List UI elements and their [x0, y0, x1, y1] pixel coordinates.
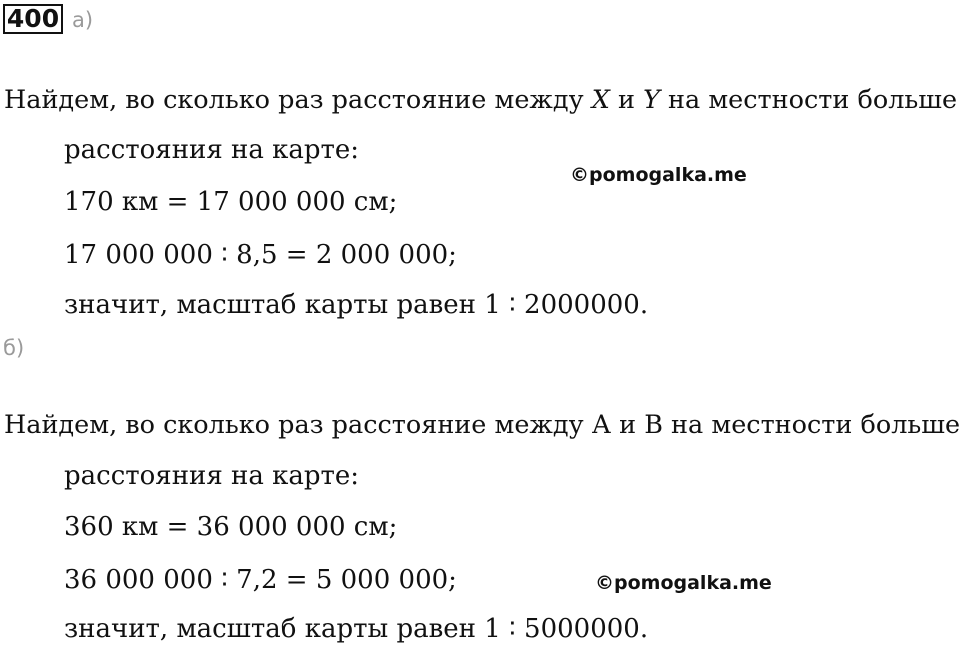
conjunction: и: [617, 85, 635, 115]
part-b-label: б): [3, 336, 25, 360]
part-b-line-4: 36 000 000 ∶ 7,2 = 5 000 000;: [64, 565, 457, 595]
variable-x: X: [591, 85, 610, 115]
part-a-line-4: 17 000 000 ∶ 8,5 = 2 000 000;: [64, 240, 457, 270]
part-b-line-2: расстояния на карте:: [64, 461, 360, 491]
part-a-intro-start: Найдем, во сколько раз расстояние между: [4, 85, 584, 115]
part-b-line-1: Найдем, во сколько раз расстояние между А и В на местности больше: [4, 410, 960, 440]
part-a-line-2: расстояния на карте:: [64, 135, 360, 165]
problem-number-box: 400: [3, 4, 63, 34]
watermark-2: ©pomogalka.me: [595, 572, 772, 594]
part-b-line-5: значит, масштаб карты равен 1 ∶ 5000000.: [64, 614, 649, 644]
part-a-line-1: [4, 85, 957, 115]
part-b-line-3: 360 км = 36 000 000 см;: [64, 512, 398, 542]
part-a-line-3: 170 км = 17 000 000 см;: [64, 187, 398, 217]
part-a-intro-end: на местности больше: [668, 85, 958, 115]
variable-y: Y: [643, 85, 660, 115]
part-a-line-5: значит, масштаб карты равен 1 ∶ 2000000.: [64, 290, 649, 320]
part-a-label: а): [72, 8, 94, 32]
watermark-1: ©pomogalka.me: [570, 164, 747, 186]
